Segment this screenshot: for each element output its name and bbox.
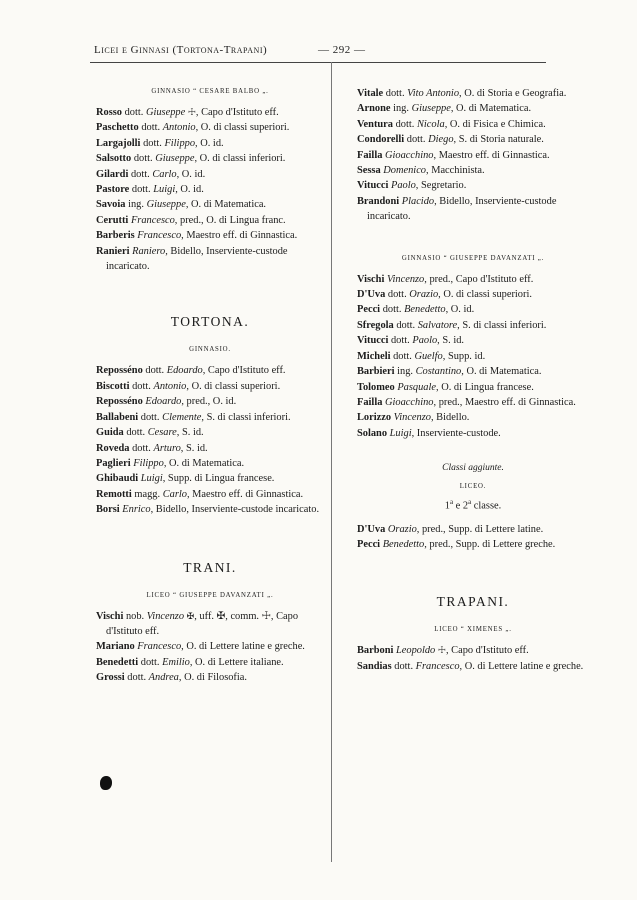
staff-entry bbox=[96, 105, 324, 120]
honorific: dott. bbox=[393, 350, 412, 362]
given-name: Paolo bbox=[412, 335, 438, 347]
role: , Segretario. bbox=[415, 180, 467, 192]
role: , O. di classi superiori. bbox=[438, 289, 532, 301]
role: , S. id. bbox=[437, 335, 465, 347]
given-name: Gioacchino bbox=[385, 396, 434, 408]
role: , O. di Storia e Geografia. bbox=[459, 88, 567, 99]
surname: Pastore bbox=[96, 184, 130, 196]
role: , O. id. bbox=[195, 137, 224, 149]
given-name: Paolo bbox=[390, 180, 416, 192]
role: , Capo d'Istituto eff. bbox=[445, 645, 529, 657]
surname: Condorelli bbox=[357, 134, 405, 146]
decoration-symbol-icon: ☩ bbox=[187, 107, 196, 117]
surname: Pecci bbox=[357, 539, 381, 550]
given-name: Andrea bbox=[148, 672, 179, 684]
surname: Barberis bbox=[96, 230, 135, 242]
role: , S. id. bbox=[180, 442, 208, 454]
surname: Micheli bbox=[357, 350, 391, 362]
staff-entry bbox=[357, 86, 589, 101]
honorific: dott. bbox=[131, 184, 151, 196]
role: , S. di classi inferiori. bbox=[457, 319, 547, 331]
role: , pred., O. id. bbox=[181, 396, 237, 408]
surname: Salsotto bbox=[96, 153, 132, 165]
surname: Failla bbox=[357, 149, 383, 161]
staff-entry bbox=[357, 380, 589, 395]
role: , O. di Matematica. bbox=[450, 103, 532, 115]
role: , Bidello, Inserviente-custode incaricato. bbox=[367, 195, 557, 223]
role: , Maestro eff. di Ginnastica. bbox=[433, 149, 550, 161]
staff-entry bbox=[96, 120, 324, 135]
honorific: dott. bbox=[396, 319, 416, 331]
role: , O. di Lingua francese. bbox=[436, 381, 534, 393]
classe-num-2: e 2 bbox=[453, 500, 469, 512]
given-name: Benedetto bbox=[404, 304, 446, 316]
surname: Vitucci bbox=[357, 180, 389, 192]
given-name: Salvatore bbox=[417, 319, 458, 331]
honorific: nob. bbox=[125, 610, 145, 622]
ordinal-2: a bbox=[468, 498, 472, 507]
staff-entry bbox=[96, 655, 324, 670]
left-column bbox=[96, 88, 324, 686]
surname: Solano bbox=[357, 427, 388, 439]
honorific: dott. bbox=[124, 107, 144, 118]
given-name: Emilio bbox=[162, 656, 190, 668]
surname: Barbieri bbox=[357, 366, 395, 378]
given-name: Arturo bbox=[153, 442, 181, 454]
staff-entry bbox=[357, 318, 589, 333]
staff-entry bbox=[357, 178, 589, 193]
entry-list bbox=[96, 609, 324, 686]
staff-entry bbox=[357, 333, 589, 348]
section-heading: GINNASIO. bbox=[189, 346, 231, 354]
role: , Capo d'Istituto eff. bbox=[202, 365, 286, 377]
role: , Supp. di Lingua francese. bbox=[162, 473, 275, 485]
honorific: magg. bbox=[134, 488, 161, 500]
given-name: Vincenzo bbox=[393, 412, 431, 424]
staff-entry bbox=[96, 213, 324, 228]
given-name: Pasquale bbox=[397, 381, 436, 393]
column-divider bbox=[331, 62, 332, 862]
staff-entry bbox=[96, 167, 324, 182]
staff-entry bbox=[96, 228, 324, 243]
given-name: Domenico bbox=[383, 165, 427, 177]
role: , pred., Supp. di Lettere latine. bbox=[416, 523, 544, 535]
surname: Vischi bbox=[357, 273, 385, 285]
city-heading: TRAPANI. bbox=[436, 594, 510, 610]
surname: Savoia bbox=[96, 199, 126, 211]
surname: Borsi bbox=[96, 504, 120, 516]
surname: Rosso bbox=[96, 107, 122, 118]
staff-entry bbox=[96, 487, 324, 502]
given-name: Enrico bbox=[122, 504, 151, 516]
honorific: ing. bbox=[397, 366, 414, 378]
honorific: dott. bbox=[387, 289, 407, 301]
role: , O. id. bbox=[175, 184, 204, 196]
section-trapani bbox=[357, 594, 589, 674]
role: , Macchinista. bbox=[426, 165, 485, 177]
role: , Supp. id. bbox=[442, 350, 486, 362]
given-name: Francesco bbox=[137, 230, 182, 242]
given-name: Luigi bbox=[389, 427, 412, 439]
surname: Mariano bbox=[96, 641, 135, 653]
given-name: Carlo bbox=[162, 488, 187, 500]
staff-entry bbox=[357, 522, 589, 537]
staff-entry bbox=[357, 287, 589, 302]
honorific: dott. bbox=[382, 304, 402, 316]
header-rule bbox=[90, 62, 546, 63]
surname: Brandoni bbox=[357, 195, 400, 207]
surname: Ballabeni bbox=[96, 411, 139, 423]
surname: Largajolli bbox=[96, 137, 141, 149]
staff-entry bbox=[96, 136, 324, 151]
role: , O. di Filosofia. bbox=[178, 672, 247, 684]
surname: Remotti bbox=[96, 488, 132, 500]
decoration-symbol-icon: ☩ bbox=[437, 645, 446, 656]
role: , S. di Storia naturale. bbox=[453, 134, 544, 146]
staff-entry bbox=[96, 379, 324, 394]
role: , O. id. bbox=[176, 168, 206, 180]
role: , O. di classi superiori. bbox=[195, 122, 290, 134]
surname: Guida bbox=[96, 427, 124, 439]
given-name: Cesare bbox=[147, 427, 177, 439]
given-name: Costantino bbox=[415, 366, 462, 378]
role: , S. id. bbox=[176, 427, 204, 439]
staff-entry bbox=[357, 426, 589, 441]
city-heading: TRANI. bbox=[183, 559, 237, 575]
section-tortona bbox=[96, 314, 324, 517]
honorific: dott. bbox=[385, 88, 405, 99]
given-name: Benedetto bbox=[382, 539, 425, 550]
role: , O. id. bbox=[445, 304, 475, 316]
staff-entry bbox=[357, 643, 589, 658]
staff-entry bbox=[96, 425, 324, 440]
section-trani bbox=[96, 560, 324, 686]
honorific: ing. bbox=[393, 103, 409, 115]
role: , O. di classi superiori. bbox=[186, 380, 281, 392]
surname: Ghibaudi bbox=[96, 473, 139, 485]
staff-entry bbox=[357, 364, 589, 379]
given-name: Vincenzo bbox=[146, 610, 185, 622]
honorific: dott. bbox=[394, 660, 414, 672]
role: , pred., Maestro eff. di Ginnastica. bbox=[433, 396, 576, 408]
staff-entry bbox=[357, 117, 589, 132]
staff-entry bbox=[96, 394, 324, 409]
surname: Cerutti bbox=[96, 214, 129, 226]
surname: D'Uva bbox=[357, 523, 386, 535]
given-name: Antonio bbox=[162, 122, 196, 134]
honorific: dott. bbox=[140, 656, 160, 668]
honorific: dott. bbox=[127, 672, 147, 684]
given-name: Filippo bbox=[164, 137, 196, 149]
surname: Gilardi bbox=[96, 168, 129, 180]
surname: Sessa bbox=[357, 165, 381, 177]
staff-entry bbox=[96, 151, 324, 166]
staff-entry bbox=[96, 456, 324, 471]
section-heading: GINNASIO “ GIUSEPPE DAVANZATI „. bbox=[401, 254, 545, 262]
role: , O. di Lettere latine e greche. bbox=[459, 660, 584, 672]
staff-entry bbox=[357, 101, 589, 116]
honorific: dott. bbox=[132, 442, 151, 454]
staff-entry bbox=[357, 163, 589, 178]
given-name: Giuseppe bbox=[155, 153, 195, 165]
role: , O. di Matematica. bbox=[163, 457, 245, 469]
role: , Maestro eff. di Ginnastica. bbox=[186, 488, 304, 500]
role: , Maestro eff. di Ginnastica. bbox=[181, 230, 298, 242]
role: , S. di classi inferiori. bbox=[201, 411, 291, 423]
surname: Ranieri bbox=[96, 245, 130, 257]
honorific: dott. bbox=[143, 137, 162, 149]
staff-entry bbox=[357, 148, 589, 163]
given-name: Edoardo bbox=[166, 365, 203, 377]
staff-entry bbox=[357, 349, 589, 364]
staff-entry bbox=[357, 272, 589, 287]
given-name: Antonio bbox=[153, 380, 187, 392]
decoration-symbol-icon: ✠ bbox=[186, 610, 195, 621]
right-column bbox=[357, 86, 589, 674]
given-name: Gioacchino bbox=[385, 149, 434, 161]
given-name: Giuseppe bbox=[146, 199, 186, 211]
ink-blot-mark bbox=[100, 776, 112, 790]
surname: Benedetti bbox=[96, 656, 139, 668]
given-name: Francesco bbox=[137, 641, 182, 653]
section-ginnasio-davanzati bbox=[357, 255, 589, 441]
role: , Bidello, Inserviente-custode incaricato. bbox=[150, 504, 320, 516]
given-name: Giuseppe bbox=[145, 107, 186, 118]
given-name: Filippo bbox=[133, 457, 164, 469]
page-number: — 292 — bbox=[318, 44, 366, 56]
city-heading: TORTONA. bbox=[170, 314, 250, 330]
given-name: Carlo bbox=[152, 168, 177, 180]
staff-entry bbox=[96, 182, 324, 197]
given-name: Clemente bbox=[162, 411, 202, 423]
surname: Reposséno bbox=[96, 396, 143, 408]
role: , Inserviente-custode. bbox=[411, 427, 501, 439]
surname: Reposséno bbox=[96, 365, 143, 377]
honorific: dott. bbox=[395, 118, 415, 130]
role: , O. di Fisica e Chimica. bbox=[444, 118, 546, 130]
surname: Lorizzo bbox=[357, 412, 392, 424]
honorific: dott. bbox=[132, 380, 151, 392]
staff-entry bbox=[96, 244, 324, 275]
surname: Failla bbox=[357, 396, 383, 408]
surname: D'Uva bbox=[357, 289, 386, 301]
classe-line bbox=[357, 498, 589, 511]
role: , pred., Supp. di Lettere greche. bbox=[424, 539, 556, 550]
surname: Roveda bbox=[96, 442, 130, 454]
staff-entry bbox=[96, 639, 324, 654]
role: , Bidello, Inserviente-custode incaricato. bbox=[106, 245, 288, 273]
given-name: Nicola bbox=[416, 118, 445, 130]
role: , Capo d'Istituto eff. bbox=[195, 107, 279, 118]
surname: Vitucci bbox=[357, 335, 389, 347]
role: , uff. ✠, comm. ☩, Capo d'Istituto eff. bbox=[106, 610, 299, 637]
honorific: dott. bbox=[406, 134, 426, 146]
role: , pred., O. di Lingua franc. bbox=[174, 214, 286, 226]
staff-entry bbox=[357, 659, 589, 674]
surname: Pecci bbox=[357, 304, 381, 316]
staff-entry bbox=[96, 670, 324, 685]
entry-list bbox=[96, 105, 324, 274]
surname: Paschetto bbox=[96, 122, 139, 134]
entry-list bbox=[357, 643, 589, 674]
surname: Sfregola bbox=[357, 319, 394, 331]
honorific: dott. bbox=[390, 335, 410, 347]
staff-entry bbox=[357, 302, 589, 317]
running-head-title: Licei e Ginnasi (Tortona-Trapani) bbox=[94, 44, 268, 56]
given-name: Giuseppe bbox=[411, 103, 451, 115]
section-heading: LICEO “ XIMENES „. bbox=[434, 626, 512, 634]
role: , pred., Capo d'Istituto eff. bbox=[424, 273, 534, 285]
staff-entry bbox=[96, 502, 324, 517]
role: , O. di Lettere latine e greche. bbox=[181, 641, 305, 653]
role: , O. di classi inferiori. bbox=[194, 153, 286, 165]
section-subtitle: Classi aggiunte. bbox=[442, 463, 504, 474]
staff-entry bbox=[96, 441, 324, 456]
surname: Tolomeo bbox=[357, 381, 395, 393]
given-name: Luigi bbox=[140, 473, 163, 485]
given-name: Vito Antonio bbox=[407, 88, 460, 99]
staff-entry bbox=[96, 197, 324, 212]
surname: Biscotti bbox=[96, 380, 130, 392]
honorific: dott. bbox=[130, 168, 150, 180]
given-name: Leopoldo bbox=[396, 645, 436, 657]
honorific: dott. bbox=[145, 365, 165, 377]
surname: Paglieri bbox=[96, 457, 131, 469]
section-cesare-balbo bbox=[96, 88, 324, 274]
surname: Ventura bbox=[357, 118, 393, 130]
role: , O. di Matematica. bbox=[461, 366, 542, 378]
staff-entry bbox=[96, 471, 324, 486]
classe-num-1: 1 bbox=[444, 500, 450, 512]
entry-list bbox=[357, 86, 589, 225]
staff-entry bbox=[96, 363, 324, 378]
given-name: Francesco bbox=[130, 214, 175, 226]
section-classi-aggiunte bbox=[357, 463, 589, 552]
given-name: Placido bbox=[401, 195, 435, 207]
section-heading: LICEO “ GIUSEPPE DAVANZATI „. bbox=[146, 591, 274, 599]
given-name: Orazio bbox=[409, 289, 439, 301]
section-heading: LICEO. bbox=[459, 483, 487, 491]
honorific: ing. bbox=[128, 199, 144, 211]
given-name: Vincenzo bbox=[386, 273, 425, 285]
surname: Barboni bbox=[357, 645, 394, 657]
section-heading: GINNASIO “ CESARE BALBO „. bbox=[151, 88, 269, 95]
ordinal-1: a bbox=[449, 498, 454, 507]
surname: Arnone bbox=[357, 103, 391, 115]
staff-entry bbox=[357, 410, 589, 425]
given-name: Luigi bbox=[153, 184, 176, 196]
staff-entry bbox=[357, 132, 589, 147]
surname: Vitale bbox=[357, 88, 384, 99]
honorific: dott. bbox=[141, 122, 161, 134]
surname: Sandias bbox=[357, 660, 392, 672]
surname: Grossi bbox=[96, 672, 125, 684]
section-continued bbox=[357, 86, 589, 225]
staff-entry bbox=[96, 609, 324, 640]
staff-entry bbox=[357, 537, 589, 552]
given-name: Diego bbox=[428, 134, 454, 146]
staff-entry bbox=[357, 194, 589, 225]
honorific: dott. bbox=[133, 153, 153, 165]
honorific: dott. bbox=[140, 411, 160, 423]
given-name: Edoardo bbox=[145, 396, 182, 408]
given-name: Orazio bbox=[387, 523, 417, 535]
entry-list bbox=[96, 363, 324, 517]
surname: Vischi bbox=[96, 610, 124, 622]
role: , O. di Lettere italiane. bbox=[189, 656, 284, 668]
given-name: Francesco bbox=[415, 660, 460, 672]
given-name: Raniero bbox=[132, 245, 166, 257]
given-name: Guelfo bbox=[414, 350, 443, 362]
role: , O. di Matematica. bbox=[185, 199, 267, 211]
staff-entry bbox=[96, 410, 324, 425]
classe-word: classe. bbox=[471, 500, 502, 512]
staff-entry bbox=[357, 395, 589, 410]
entry-list bbox=[357, 272, 589, 441]
role: , Bidello. bbox=[430, 412, 470, 424]
entry-list bbox=[357, 522, 589, 553]
honorific: dott. bbox=[126, 427, 146, 439]
